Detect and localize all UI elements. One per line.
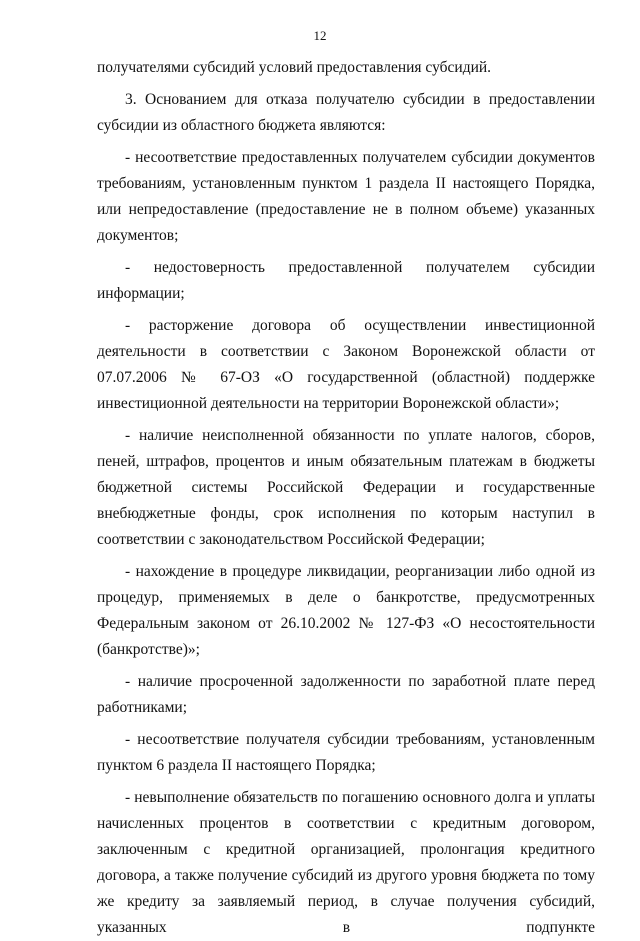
list-item-requirements-mismatch: - несоответствие получателя субсидии требованиям, установленным пунктом 6 раздела II настоящего Порядка;	[97, 731, 595, 774]
paragraph-continuation: получателями субсидий условий предоставления субсидий.	[97, 59, 492, 76]
page-number: 12	[313, 28, 327, 43]
document-body	[97, 55, 595, 941]
list-item-documents-mismatch: - несоответствие предоставленных получателем субсидии документов требованиям, установленным пунктом 1 раздела II настоящего Порядка, или непредоставление (предоставление не в полном объеме) указанных документов;	[97, 149, 595, 244]
list-item-tax-arrears: - наличие неисполненной обязанности по уплате налогов, сборов, пеней, штрафов, процентов и иным обязательным платежам в бюджеты бюджетной системы Российской Федерации и государственные внебюджетные фонды, срок исполнения по которым наступил в соответствии с законодательством Российской Федерации;	[97, 427, 595, 548]
list-item-wage-arrears: - наличие просроченной задолженности по заработной плате перед работниками;	[97, 673, 595, 716]
list-item-liquidation: - нахождение в процедуре ликвидации, реорганизации либо одной из процедур, применяемых в деле о банкротстве, предусмотренных Федеральным законом от 26.10.2002 № 127-ФЗ «О несостоятельности (банкротстве)»;	[97, 563, 595, 658]
list-item-loan-obligations: - невыполнение обязательств по погашению основного долга и уплаты начисленных процентов в соответствии с кредитным договором, заключенным с кредитной организацией, пролонгация кредитного договора, а также получение субсидий из другого уровня бюджета по тому же кредиту за заявляемый период, в случае получения субсидий, указанных в подпункте	[97, 789, 595, 936]
paragraph-clause-3: 3. Основанием для отказа получателю субсидии в предоставлении субсидии из областного бюджета являются:	[97, 91, 595, 134]
list-item-contract-termination: - расторжение договора об осуществлении инвестиционной деятельности в соответствии с Законом Воронежской области от 07.07.2006 № 67-ОЗ «О государственной (областной) поддержке инвестиционной деятельности на территории Воронежской области»;	[97, 317, 595, 412]
list-item-unreliable-info: - недостоверность предоставленной получателем субсидии информации;	[97, 259, 595, 302]
